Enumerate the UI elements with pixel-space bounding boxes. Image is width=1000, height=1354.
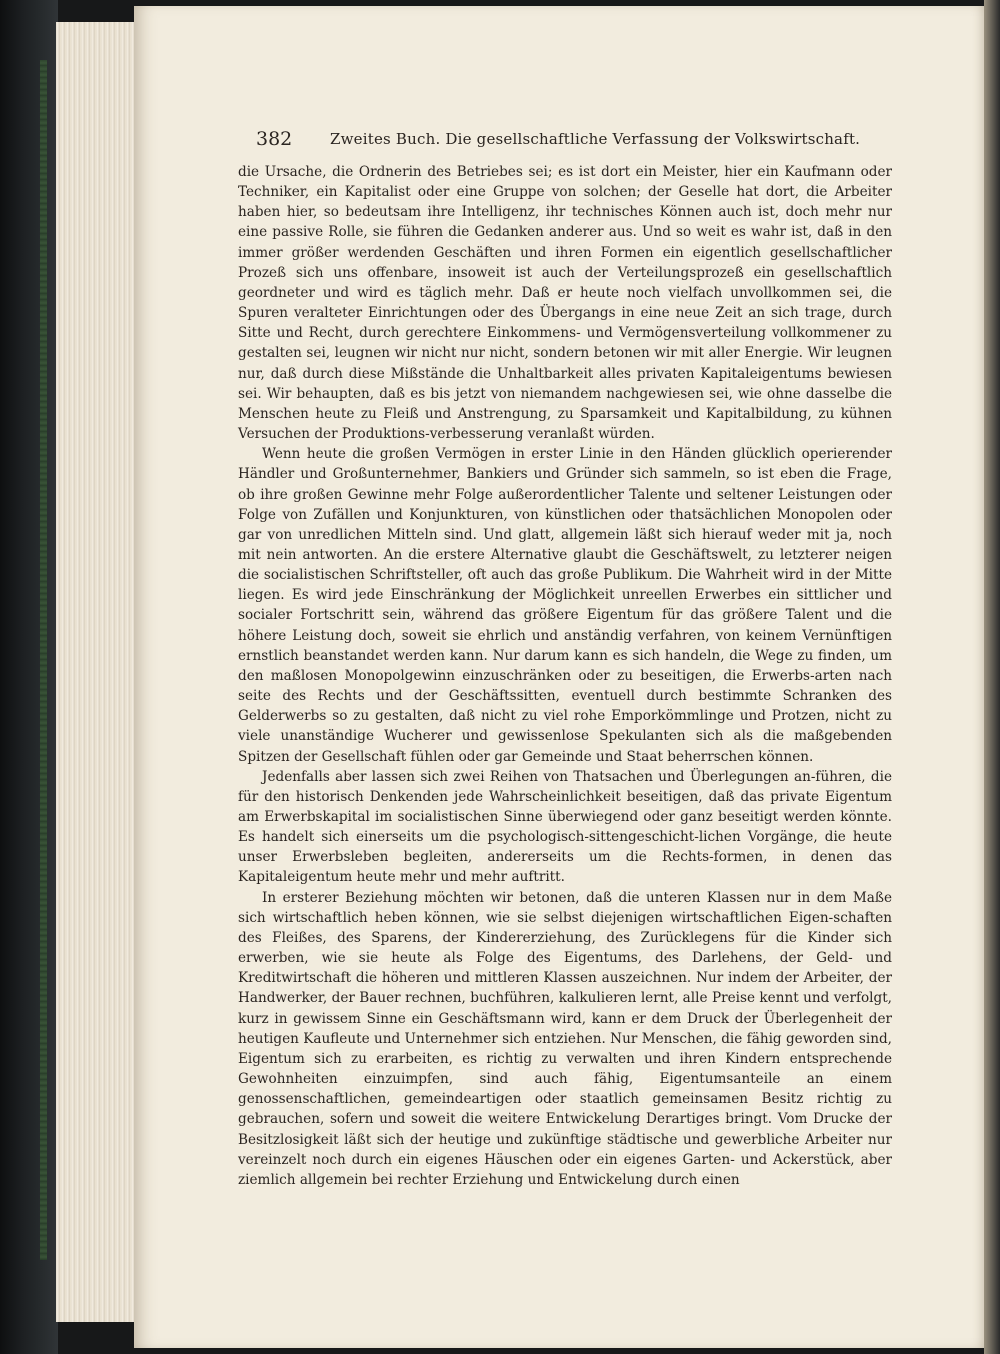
body-text bbox=[238, 162, 892, 1190]
paragraph-3: Jedenfalls aber lassen sich zwei Reihen von Thatsachen und Überlegungen an-führen, die für den historisch Denkenden jede Wahrscheinlichkeit beseitigen, daß das private Eigentum am Erwerbskapital im socialistischen Sinne überwiegend oder ganz beseitigt werden könnte. Es handelt sich einerseits um die psychologisch-sittengeschicht-lichen Vorgänge, die heute unser Erwerbsleben begleiten, andererseits um die Rechts-formen, in denen das Kapitaleigentum heute mehr und mehr auftritt. bbox=[238, 768, 892, 886]
paragraph-4: In ersterer Beziehung möchten wir betonen, daß die unteren Klassen nur in dem Maße sich wirtschaftlich heben können, wie sie selbst diejenigen wirtschaftlichen Eigen-schaften des Fleißes, des Sparens, der Kindererziehung, des Zurücklegens für die Kinder sich erwerben, wie sie heute als Folge des Eigentums, des Darlehens, der Geld- und Kreditwirtschaft die höheren und mittleren Klassen auszeichnen. Nur indem der Arbeiter, der Handwerker, der Bauer rechnen, buchführen, kalkulieren lernt, alle Preise kennt und verfolgt, kurz in gewissem Sinne ein Geschäftsmann wird, kann er dem Druck der Überlegenheit der heutigen Kaufleute und Unternehmer sich entziehen. Nur Menschen, die fähig geworden sind, Eigentum sich zu erarbeiten, es richtig zu verwalten und ihren Kindern entsprechende Gewohnheiten einzuimpfen, sind auch fähig, Eigentumsanteile an einem genossenschaftlichen, gemeindeartigen oder staatlich gemeinsamen Besitz richtig zu gebrauchen, sofern und soweit die weitere Entwickelung Derartiges bringt. Vom Drucke der Besitzlosigkeit läßt sich der heutige und zukünftige städtische und gewerbliche Arbeiter nur vereinzelt noch durch ein eigenes Häuschen oder ein eigenes Garten- und Ackerstück, aber ziemlich allgemein bei rechter Erziehung und Entwickelung durch einen bbox=[238, 889, 892, 1188]
binding-thread bbox=[40, 60, 47, 1260]
page-header bbox=[256, 124, 896, 154]
paragraph-1: die Ursache, die Ordnerin des Betriebes sei; es ist dort ein Meister, hier ein Kaufmann oder Techniker, ein Kapitalist oder eine Gruppe von solchen; der Geselle hat dort, die Arbeiter haben hier, so bedeutsam ihre Intelligenz, ihr technisches Können auch ist, doch mehr nur eine passive Rolle, sie führen die Gedanken anderer aus. Und so weit es wahr ist, daß in den immer größer werdenden Geschäften und ihren Formen ein eigentlich gesellschaftlicher Prozeß sich uns offenbare, insoweit ist auch der Verteilungsprozeß ein gesellschaftlich geordneter und wird es täglich mehr. Daß er heute noch vielfach unvollkommen sei, die Spuren veralteter Einrichtungen oder des Übergangs in eine neue Zeit an sich trage, durch Sitte und Recht, durch gerechtere Einkommens- und Vermögensverteilung vollkommener zu gestalten sei, leugnen wir nicht nur nicht, sondern betonen wir mit aller Energie. Wir leugnen nur, daß durch diese Mißstände die Unhaltbarkeit alles privaten Kapitaleigentums bewiesen sei. Wir behaupten, daß es bis jetzt von niemandem nachgewiesen sei, wie ohne dasselbe die Menschen heute zu Fleiß und Anstrengung, zu Sparsamkeit und Kapitalbildung, zu kühnen Versuchen der Produktions-verbesserung veranlaßt würden. bbox=[238, 164, 892, 443]
paragraph-2: Wenn heute die großen Vermögen in erster Linie in den Händen glücklich operierender Händler und Großunternehmer, Bankiers und Gründer sich sammeln, so ist eben die Frage, ob ihre großen Gewinne mehr Folge außerordentlicher Talente und seltener Leistungen oder Folge von Zufällen und Konjunkturen, von künstlichen oder thatsächlichen Monopolen oder gar von unredlichen Mitteln sind. Und glatt, allgemein läßt sich hierauf weder mit ja, noch mit nein antworten. An die erstere Alternative glaubt die Geschäftswelt, zu letzterer neigen die socialistischen Schriftsteller, oft auch das große Publikum. Die Wahrheit wird in der Mitte liegen. Es wird jede Einschränkung der Möglichkeit unreellen Erwerbes ein sittlicher und socialer Fortschritt sein, während das größere Eigentum für das größere Talent und die höhere Leistung doch, soweit sie ehrlich und anständig verfahren, von keinem Vernünftigen ernstlich beanstandet werden kann. Nur darum kann es sich handeln, die Wege zu finden, um den maßlosen Monopolgewinn einzuschränken oder zu beseitigen, die Erwerbs-arten nach seite des Rechts und der Geschäftssitten, eventuell durch bestimmte Schranken des Gelderwerbs so zu gestalten, daß nicht zu viel rohe Emporkömmlinge und Protzen, nicht zu viele unanständige Wucherer und gewissenlose Spekulanten sich als die maßgebenden Spitzen der Gesellschaft fühlen oder gar Gemeinde und Staat beherrschen können. bbox=[238, 446, 892, 765]
running-head: Zweites Buch. Die gesellschaftliche Verfassung der Volkswirtschaft. bbox=[330, 130, 861, 148]
page-right-edge bbox=[984, 0, 1000, 1354]
page-edges bbox=[56, 22, 138, 1322]
page-number: 382 bbox=[256, 128, 293, 150]
book-binding bbox=[0, 0, 58, 1354]
